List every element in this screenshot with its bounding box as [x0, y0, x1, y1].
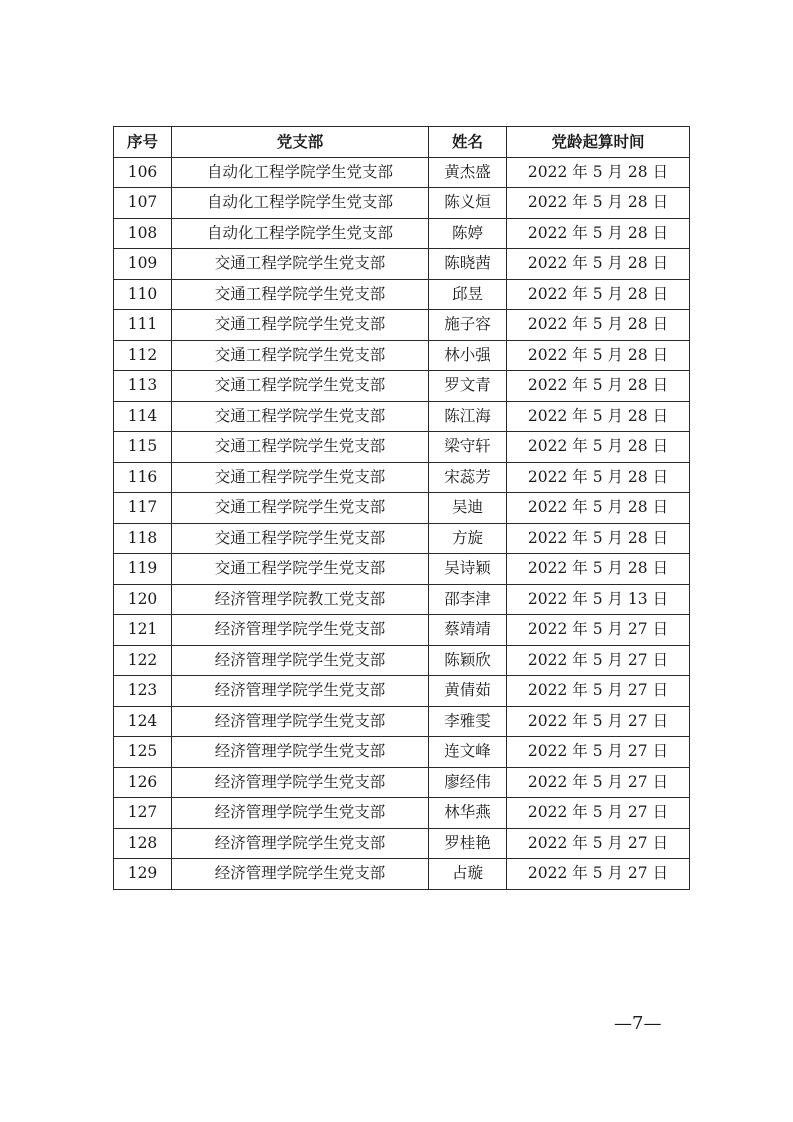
cell-branch: 经济管理学院学生党支部 — [172, 676, 429, 707]
cell-branch: 经济管理学院学生党支部 — [172, 798, 429, 829]
cell-branch: 交通工程学院学生党支部 — [172, 493, 429, 524]
table-row — [114, 279, 690, 310]
cell-name: 陈晓茜 — [429, 249, 507, 280]
table-row — [114, 523, 690, 554]
table-row — [114, 310, 690, 341]
cell-date: 2022 年 5 月 27 日 — [507, 737, 690, 768]
cell-name: 占璇 — [429, 859, 507, 890]
cell-branch: 经济管理学院学生党支部 — [172, 615, 429, 646]
cell-name: 蔡靖靖 — [429, 615, 507, 646]
cell-seq: 106 — [114, 157, 172, 188]
cell-name: 吴诗颖 — [429, 554, 507, 585]
header-branch: 党支部 — [172, 127, 429, 158]
table-row — [114, 157, 690, 188]
cell-date: 2022 年 5 月 28 日 — [507, 188, 690, 219]
cell-date: 2022 年 5 月 28 日 — [507, 401, 690, 432]
cell-branch: 经济管理学院学生党支部 — [172, 767, 429, 798]
cell-name: 黄杰盛 — [429, 157, 507, 188]
cell-seq: 109 — [114, 249, 172, 280]
cell-name: 邵李津 — [429, 584, 507, 615]
member-table — [113, 126, 690, 890]
cell-seq: 126 — [114, 767, 172, 798]
table-row — [114, 737, 690, 768]
cell-seq: 119 — [114, 554, 172, 585]
cell-branch: 交通工程学院学生党支部 — [172, 371, 429, 402]
table-row — [114, 371, 690, 402]
cell-name: 林小强 — [429, 340, 507, 371]
table-row — [114, 615, 690, 646]
cell-seq: 125 — [114, 737, 172, 768]
cell-seq: 112 — [114, 340, 172, 371]
cell-name: 陈颖欣 — [429, 645, 507, 676]
cell-name: 罗桂艳 — [429, 828, 507, 859]
cell-seq: 115 — [114, 432, 172, 463]
cell-date: 2022 年 5 月 13 日 — [507, 584, 690, 615]
cell-seq: 123 — [114, 676, 172, 707]
cell-seq: 107 — [114, 188, 172, 219]
cell-branch: 交通工程学院学生党支部 — [172, 462, 429, 493]
cell-name: 李雅雯 — [429, 706, 507, 737]
cell-name: 黄倩茹 — [429, 676, 507, 707]
cell-branch: 自动化工程学院学生党支部 — [172, 218, 429, 249]
cell-date: 2022 年 5 月 27 日 — [507, 798, 690, 829]
cell-seq: 124 — [114, 706, 172, 737]
cell-name: 罗文青 — [429, 371, 507, 402]
cell-date: 2022 年 5 月 28 日 — [507, 432, 690, 463]
cell-seq: 128 — [114, 828, 172, 859]
cell-name: 廖经伟 — [429, 767, 507, 798]
cell-date: 2022 年 5 月 28 日 — [507, 249, 690, 280]
cell-date: 2022 年 5 月 28 日 — [507, 279, 690, 310]
header-name: 姓名 — [429, 127, 507, 158]
table-row — [114, 706, 690, 737]
table-row — [114, 554, 690, 585]
cell-branch: 交通工程学院学生党支部 — [172, 310, 429, 341]
cell-branch: 交通工程学院学生党支部 — [172, 340, 429, 371]
cell-name: 吴迪 — [429, 493, 507, 524]
cell-branch: 交通工程学院学生党支部 — [172, 249, 429, 280]
cell-date: 2022 年 5 月 27 日 — [507, 706, 690, 737]
cell-seq: 118 — [114, 523, 172, 554]
cell-seq: 121 — [114, 615, 172, 646]
cell-name: 林华燕 — [429, 798, 507, 829]
cell-branch: 交通工程学院学生党支部 — [172, 554, 429, 585]
cell-seq: 110 — [114, 279, 172, 310]
table-row — [114, 249, 690, 280]
table-row — [114, 493, 690, 524]
cell-seq: 122 — [114, 645, 172, 676]
cell-date: 2022 年 5 月 27 日 — [507, 859, 690, 890]
cell-seq: 129 — [114, 859, 172, 890]
cell-date: 2022 年 5 月 27 日 — [507, 645, 690, 676]
cell-branch: 交通工程学院学生党支部 — [172, 401, 429, 432]
cell-name: 连文峰 — [429, 737, 507, 768]
cell-branch: 经济管理学院学生党支部 — [172, 706, 429, 737]
table-row — [114, 340, 690, 371]
cell-seq: 116 — [114, 462, 172, 493]
cell-date: 2022 年 5 月 28 日 — [507, 493, 690, 524]
table-row — [114, 767, 690, 798]
table-row — [114, 188, 690, 219]
cell-branch: 经济管理学院学生党支部 — [172, 828, 429, 859]
cell-branch: 交通工程学院学生党支部 — [172, 523, 429, 554]
cell-seq: 120 — [114, 584, 172, 615]
cell-branch: 经济管理学院学生党支部 — [172, 859, 429, 890]
table-row — [114, 676, 690, 707]
cell-branch: 交通工程学院学生党支部 — [172, 432, 429, 463]
cell-seq: 127 — [114, 798, 172, 829]
cell-seq: 108 — [114, 218, 172, 249]
cell-date: 2022 年 5 月 28 日 — [507, 462, 690, 493]
cell-seq: 111 — [114, 310, 172, 341]
table-header-row — [114, 127, 690, 158]
table-row — [114, 828, 690, 859]
cell-name: 方旋 — [429, 523, 507, 554]
cell-name: 施子容 — [429, 310, 507, 341]
cell-date: 2022 年 5 月 28 日 — [507, 218, 690, 249]
cell-branch: 经济管理学院教工党支部 — [172, 584, 429, 615]
cell-name: 邱昱 — [429, 279, 507, 310]
cell-branch: 经济管理学院学生党支部 — [172, 737, 429, 768]
table-row — [114, 798, 690, 829]
cell-date: 2022 年 5 月 28 日 — [507, 310, 690, 341]
cell-date: 2022 年 5 月 28 日 — [507, 157, 690, 188]
cell-date: 2022 年 5 月 28 日 — [507, 523, 690, 554]
table-row — [114, 859, 690, 890]
cell-name: 陈义烜 — [429, 188, 507, 219]
cell-branch: 自动化工程学院学生党支部 — [172, 188, 429, 219]
table-row — [114, 645, 690, 676]
cell-branch: 经济管理学院学生党支部 — [172, 645, 429, 676]
cell-name: 陈婷 — [429, 218, 507, 249]
cell-branch: 交通工程学院学生党支部 — [172, 279, 429, 310]
cell-date: 2022 年 5 月 28 日 — [507, 340, 690, 371]
cell-date: 2022 年 5 月 28 日 — [507, 371, 690, 402]
cell-date: 2022 年 5 月 27 日 — [507, 767, 690, 798]
cell-seq: 114 — [114, 401, 172, 432]
header-date: 党龄起算时间 — [507, 127, 690, 158]
page-number: —7— — [614, 1013, 662, 1034]
cell-branch: 自动化工程学院学生党支部 — [172, 157, 429, 188]
cell-date: 2022 年 5 月 27 日 — [507, 615, 690, 646]
cell-name: 宋蕊芳 — [429, 462, 507, 493]
cell-date: 2022 年 5 月 27 日 — [507, 828, 690, 859]
cell-date: 2022 年 5 月 27 日 — [507, 676, 690, 707]
cell-name: 陈江海 — [429, 401, 507, 432]
cell-date: 2022 年 5 月 28 日 — [507, 554, 690, 585]
table-row — [114, 584, 690, 615]
table-row — [114, 218, 690, 249]
header-seq: 序号 — [114, 127, 172, 158]
cell-name: 梁守轩 — [429, 432, 507, 463]
table-row — [114, 462, 690, 493]
cell-seq: 113 — [114, 371, 172, 402]
table-row — [114, 432, 690, 463]
cell-seq: 117 — [114, 493, 172, 524]
table-row — [114, 401, 690, 432]
